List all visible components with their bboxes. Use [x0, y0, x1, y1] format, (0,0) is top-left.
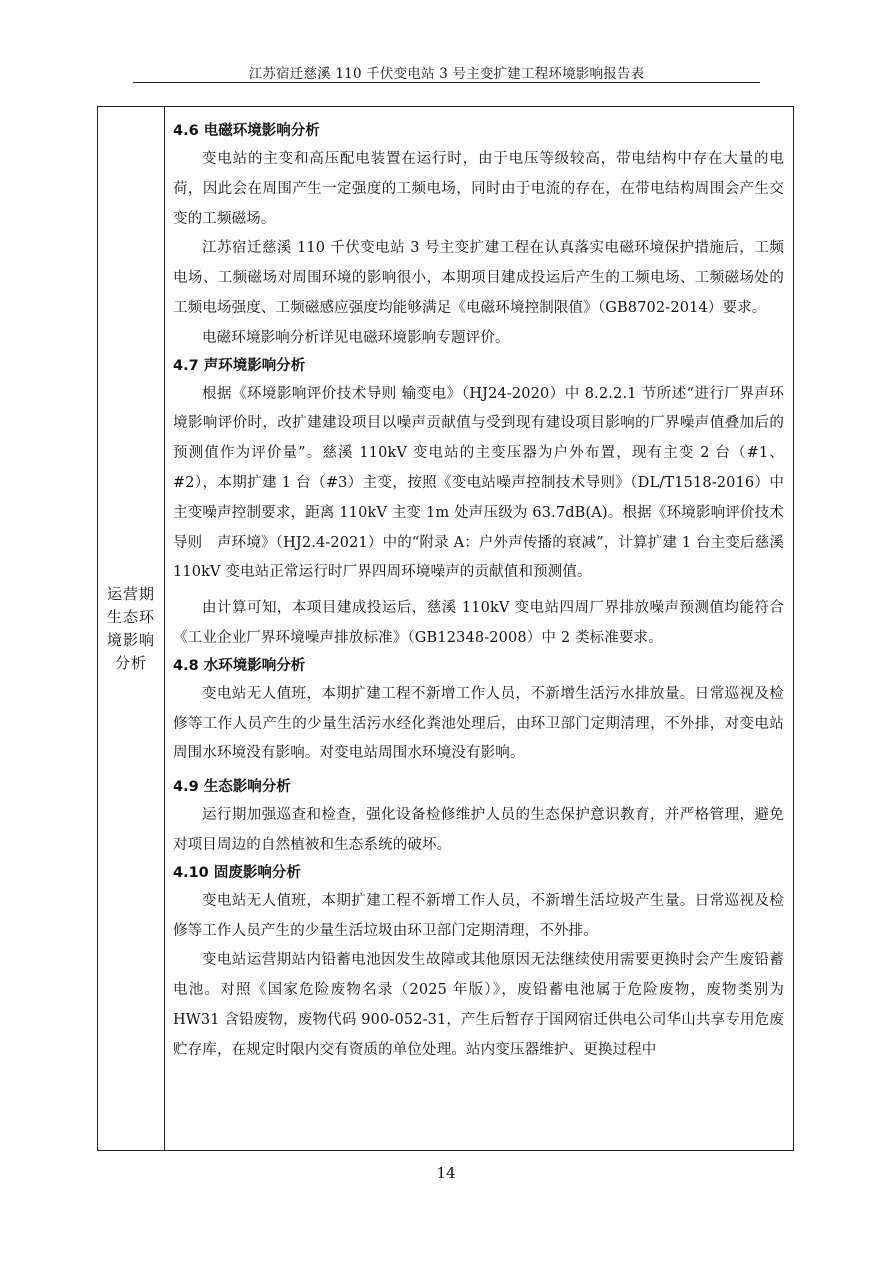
paragraph: 变电站运营期站内铅蓄电池因发生故障或其他原因无法继续使用需要更换时会产生废铅蓄电池。对照《国家危险废物名录（2025 年版）》，废铅蓄电池属于危险废物，废物类别为 HW31 含铅废物，废物代码 900-052-31，产生后暂存于国网宿迁供电公司华山共享专用危废贮存库，在规定时限内交有资质的单位处理。站内变压器维护、更换过程中 [173, 952, 784, 1058]
paragraph: 变电站的主变和高压配电装置在运行时，由于电压等级较高，带电结构中存在大量的电荷，因此会在周围产生一定强度的工频电场，同时由于电流的存在，在带电结构周围会产生交变的工频磁场。 [173, 151, 784, 227]
section-title-4-9: 4.9 生态影响分析 [173, 779, 291, 796]
section-title-4-6: 4.6 电磁环境影响分析 [173, 123, 320, 139]
paragraph: 电磁环境影响分析详见电磁环境影响专题评价。 [202, 329, 510, 346]
paragraph: 江苏宿迁慈溪 110 千伏变电站 3 号主变扩建工程在认真落实电磁环境保护措施后，工频电场、工频磁场对周围环境的影响很小，本期项目建成投运后产生的工频电场、工频磁场处的工频电场强度、工频磁感应强度均能够满足《电磁环境控制限值》（GB8702-2014）要求。 [173, 240, 784, 316]
report-table [97, 106, 794, 1151]
spacer [173, 769, 784, 775]
paragraph: 根据《环境影响评价技术导则 输变电》（HJ24-2020）中 8.2.2.1 节所述“进行厂界声环境影响评价时，改扩建建设项目以噪声贡献值与受到现有建设项目影响的厂界噪声值叠加后的预测值作为评价量”。慈溪 110kV 变电站的主变压器为户外布置，现有主变 2 台（#1、#2），本期扩建 1 台（#3）主变，按照《变电站噪声控制技术导则》（DL/T1518-2016）中主变噪声控制要求，距离 110kV 主变 1m 处声压级为 63.7dB(A)。根据《环境影响评价技术导则 声环境》（HJ2.4-2021）中的“附录 A：户外声传播的衰减”，计算扩建 1 台主变后慈溪 110kV 变电站正常运行时厂界四周环境噪声的贡献值和预测值。 [173, 385, 784, 581]
section-title-4-7: 4.7 声环境影响分析 [173, 357, 306, 374]
header-rule [133, 82, 760, 83]
document-header: 江苏宿迁慈溪 110 千伏变电站 3 号主变扩建工程环境影响报告表 [248, 66, 645, 82]
content-cell [165, 107, 793, 1150]
paragraph: 由计算可知，本项目建成投运后，慈溪 110kV 变电站四周厂界排放噪声预测值均能符合《工业企业厂界环境噪声排放标准》（GB12348-2008）中 2 类标准要求。 [173, 600, 784, 646]
paragraph: 运行期加强巡查和检查，强化设备检修维护人员的生态保护意识教育，并严格管理，避免对项目周边的自然植被和生态系统的破坏。 [173, 807, 784, 853]
section-title-4-10: 4.10 固废影响分析 [173, 864, 301, 881]
page-number: 14 [436, 1164, 456, 1182]
row-label-cell [98, 107, 165, 1150]
paragraph: 变电站无人值班，本期扩建工程不新增工作人员，不新增生活垃圾产生量。日常巡视及检修等工作人员产生的少量生活垃圾由环卫部门定期清理，不外排。 [173, 892, 784, 939]
paragraph: 变电站无人值班，本期扩建工程不新增工作人员，不新增生活污水排放量。日常巡视及检修等工作人员产生的少量生活污水经化粪池处理后，由环卫部门定期清理，不外排，对变电站周围水环境没有影响。对变电站周围水环境没有影响。 [173, 685, 784, 762]
row-label: 运营期生态环境影响分析 [106, 584, 155, 672]
section-title-4-8: 4.8 水环境影响分析 [173, 657, 306, 674]
